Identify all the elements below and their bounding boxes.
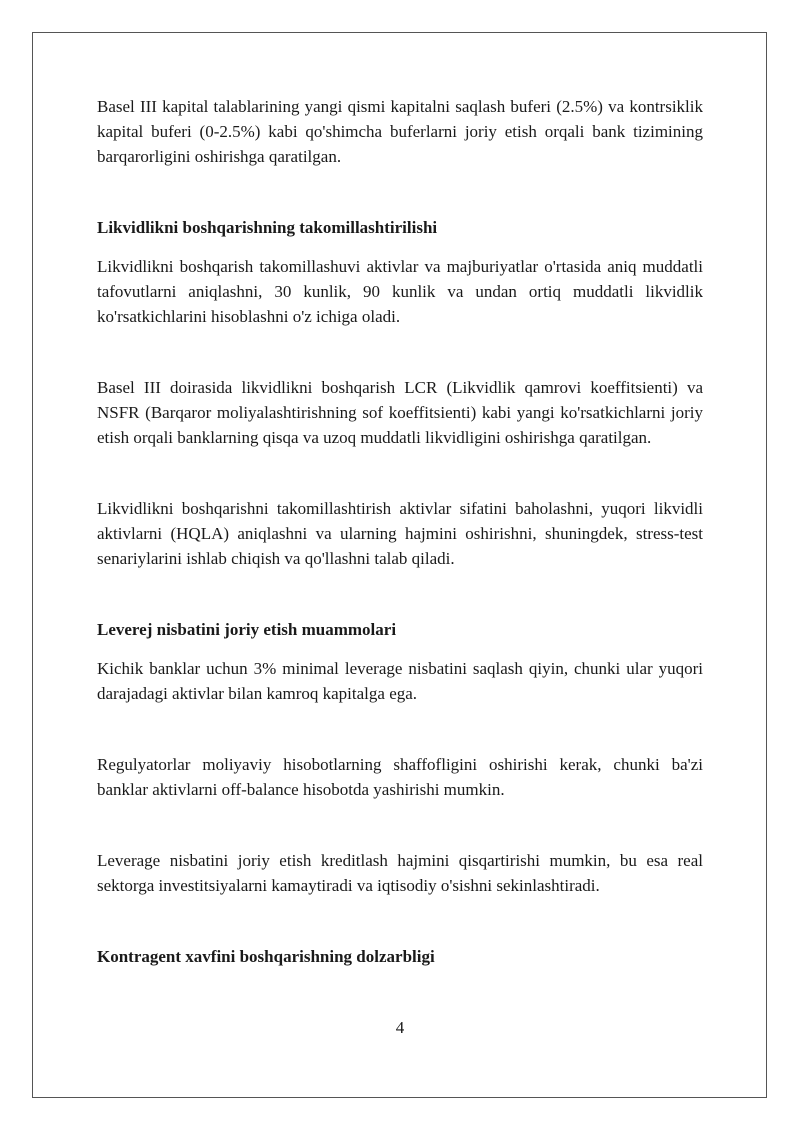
heading-liquidity-management: Likvidlikni boshqarishning takomillashtirilishi	[97, 218, 438, 237]
heading-leverage-ratio: Leverej nisbatini joriy etish muammolari	[97, 620, 397, 639]
heading-counterparty-risk: Kontragent xavfini boshqarishning dolzarbligi	[97, 947, 435, 966]
paragraph-leverage-credit: Leverage nisbatini joriy etish kreditlash hajmini qisqartirishi mumkin, bu esa real sektorga investitsiyalarni kamaytiradi va iqtisodiy o'sishni sekinlashtiradi.	[97, 851, 703, 895]
paragraph-regulators-transparency: Regulyatorlar moliyaviy hisobotlarning shaffofligini oshirishi kerak, chunki ba'zi banklar aktivlarni off-balance hisobotda yashirishi mumkin.	[97, 755, 703, 799]
page-number: 4	[395, 1018, 405, 1037]
paragraph-basel-capital-buffers: Basel III kapital talablarining yangi qismi kapitalni saqlash buferi (2.5%) va kontrsiklik kapital buferi (0-2.5%) kabi qo'shimcha buferlarni joriy etish orqali bank tizimining barqarorligini oshirishga qaratilgan.	[97, 97, 703, 166]
paragraph-hqla: Likvidlikni boshqarishni takomillashtirish aktivlar sifatini baholashni, yuqori likvidli aktivlarni (HQLA) aniqlashni va ularning hajmini oshirishni, shuningdek, stress-test senariylarini ishlab chiqish va qo'llashni talab qiladi.	[97, 499, 703, 568]
paragraph-lcr-nsfr: Basel III doirasida likvidlikni boshqarish LCR (Likvidlik qamrovi koeffitsienti) va NSFR (Barqaror moliyalashtirishning sof koeffitsienti) kabi yangi ko'rsatkichlarni joriy etish orqali banklarning qisqa va uzoq muddatli likvidligini oshirishga qaratilgan.	[97, 378, 703, 447]
paragraph-small-banks-leverage: Kichik banklar uchun 3% minimal leverage nisbatini saqlash qiyin, chunki ular yuqori darajadagi aktivlar bilan kamroq kapitalga ega.	[97, 659, 703, 703]
page-content	[97, 94, 703, 969]
paragraph-liquidity-improvement: Likvidlikni boshqarish takomillashuvi aktivlar va majburiyatlar o'rtasida aniq muddatli tafovutlarni aniqlashni, 30 kunlik, 90 kunlik va undan ortiq muddatli likvidlik ko'rsatkichlarini hisoblashni o'z ichiga oladi.	[97, 257, 703, 326]
